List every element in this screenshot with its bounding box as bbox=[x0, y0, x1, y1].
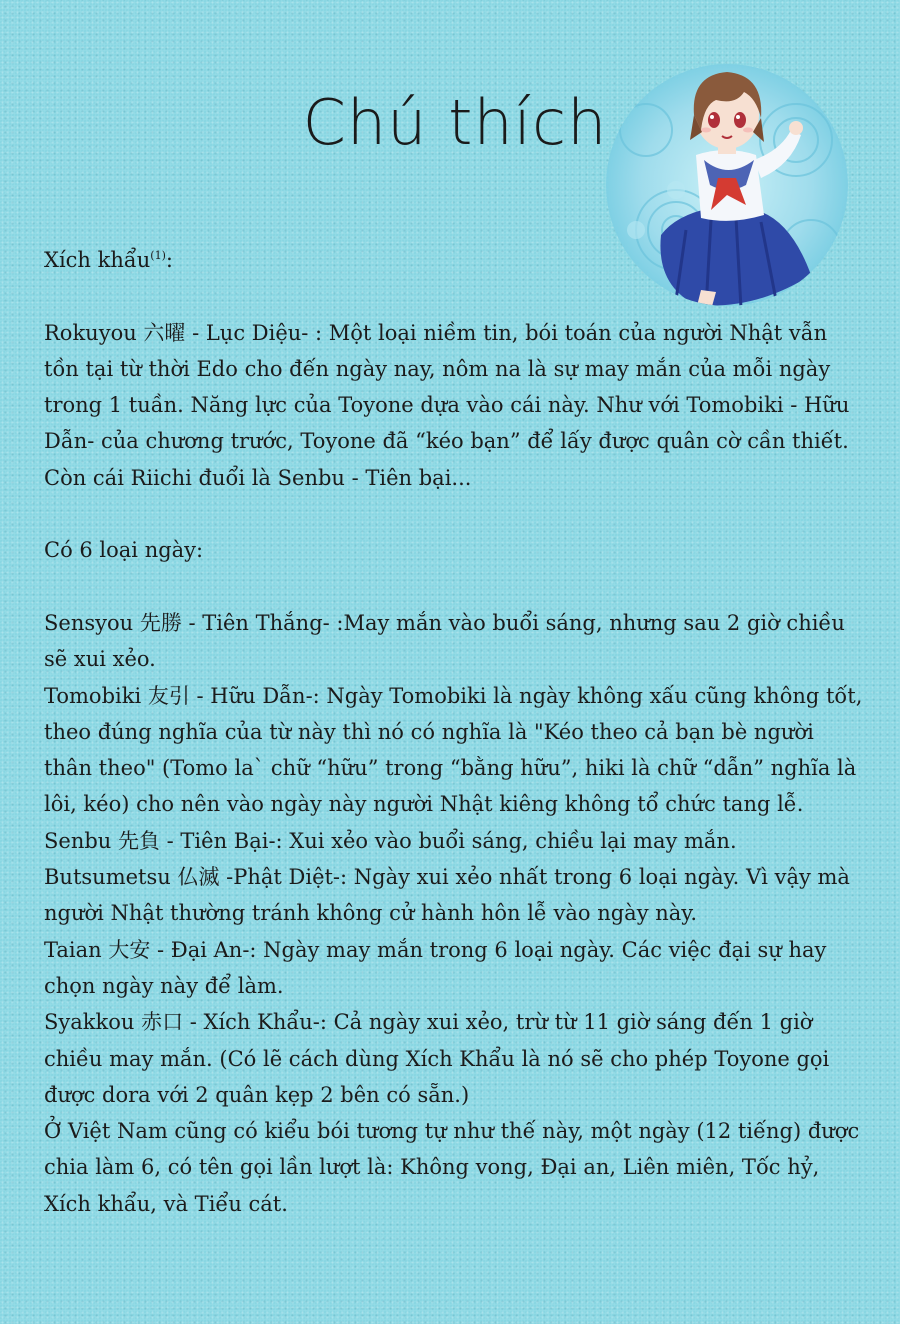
types-heading: Có 6 loại ngày: bbox=[44, 538, 204, 563]
section-heading bbox=[44, 242, 866, 278]
footnote-marker: (1) bbox=[150, 249, 166, 262]
page-title: Chú thích bbox=[302, 86, 608, 159]
heading-suffix: : bbox=[165, 248, 173, 272]
entry-senbu: Senbu 先負 - Tiên Bại-: Xui xẻo vào buổi sáng, chiều lại may mắn. bbox=[44, 828, 737, 853]
heading-text: Xích khẩu bbox=[44, 248, 151, 272]
entry-taian: Taian 大安 - Đại An-: Ngày may mắn trong 6 loại ngày. Các việc đại sự hay chọn ngày này để làm. bbox=[44, 937, 827, 998]
entry-tomobiki: Tomobiki 友引 - Hữu Dẫn-: Ngày Tomobiki là ngày không xấu cũng không tốt, theo đúng nghĩa của từ này thì nó có nghĩa là "Kéo theo cả bạn bè người thân theo" (Tomo la` chữ “hữu” trong “bằng hữu”, hiki là chữ “dẫn” nghĩa là lôi, kéo) cho nên vào ngày này người Nhật kiêng không tổ chức tang lễ. bbox=[44, 683, 863, 817]
notes-content bbox=[44, 242, 866, 1222]
entry-syakkou: Syakkou 赤口 - Xích Khẩu-: Cả ngày xui xẻo, trừ từ 11 giờ sáng đến 1 giờ chiều may mắn. (Có lẽ cách dùng Xích Khẩu là nó sẽ cho phép Toyone gọi được dora với 2 quân kẹp 2 bên có sẵn.) bbox=[44, 1010, 830, 1107]
entry-butsumetsu: Butsumetsu 仏滅 -Phật Diệt-: Ngày xui xẻo nhất trong 6 loại ngày. Vì vậy mà người Nhật thường tránh không cử hành hôn lễ vào ngày này. bbox=[44, 865, 850, 926]
entry-sensyou: Sensyou 先勝 - Tiên Thắng- :May mắn vào buổi sáng, nhưng sau 2 giờ chiều sẽ xui xẻo. bbox=[44, 610, 845, 672]
intro-paragraph: Rokuyou 六曜 - Lục Diệu- : Một loại niềm tin, bói toán của người Nhật vẫn tồn tại từ thời Edo cho đến ngày nay, nôm na là sự may mắn của mỗi ngày trong 1 tuần. Năng lực của Toyone dựa vào cái này. Như với Tomobiki - Hữu Dẫn- của chương trước, Toyone đã “kéo bạn” để lấy được quân cờ cần thiết. Còn cái Riichi đuổi là Senbu - Tiên bại... bbox=[44, 320, 850, 490]
entry-vietnam: Ở Việt Nam cũng có kiểu bói tương tự như thế này, một ngày (12 tiếng) được chia làm 6, có tên gọi lần lượt là: Không vong, Đại an, Liên miên, Tốc hỷ, Xích khẩu, và Tiểu cát. bbox=[44, 1119, 860, 1216]
